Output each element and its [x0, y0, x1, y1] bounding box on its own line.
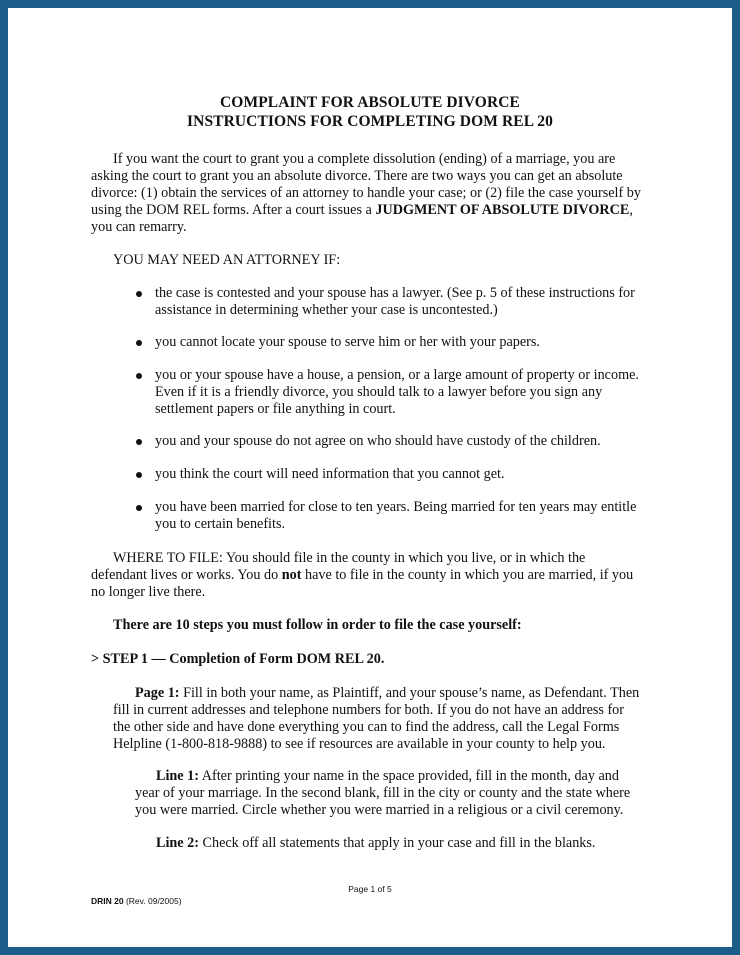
- step-1-heading: > STEP 1 — Completion of Form DOM REL 20.: [91, 651, 385, 667]
- where-line-2-end: have to file in the county in which you are married, if you: [301, 567, 634, 583]
- intro-line-4: [91, 202, 633, 219]
- where-line-3: no longer live there.: [91, 584, 206, 600]
- page-1-text: Fill in both your name, as Plaintiff, and your spouse’s name, as Defendant. Then: [179, 685, 640, 701]
- bullet-icon: [136, 439, 142, 445]
- intro-line-2: asking the court to grant you an absolute divorce. There are two ways you can get an absolute: [91, 168, 623, 184]
- line-1-line-1: [156, 768, 619, 785]
- bullet-6-line-1: you have been married for close to ten years. Being married for ten years may entitle: [155, 499, 637, 515]
- bullet-icon: [136, 505, 142, 511]
- bullet-3-line-1: you or your spouse have a house, a pension, or a large amount of property or income.: [155, 367, 639, 383]
- intro-line-4-text: using the DOM REL forms. After a court issues a: [91, 202, 376, 218]
- page-1-line-3: the other side and have done everything you can to find the address, call the Legal Forms: [113, 719, 620, 735]
- where-line-2-text: defendant lives or works. You do: [91, 567, 282, 583]
- attorney-heading: YOU MAY NEED AN ATTORNEY IF:: [113, 252, 341, 268]
- page-1-line-2: fill in current addresses and telephone numbers for both. If you do not have an address for: [113, 702, 624, 718]
- page-1-label: Page 1:: [135, 685, 180, 701]
- page-1-line-4: Helpline (1-800-818-9888) to see if resources are available in your county to help you.: [113, 736, 606, 752]
- where-line-2: [91, 567, 633, 584]
- line-1-label: Line 1:: [156, 768, 199, 784]
- judgment-emphasis: JUDGMENT OF ABSOLUTE DIVORCE: [375, 202, 630, 218]
- bullet-icon: [136, 340, 142, 346]
- document-title-line-1: COMPLAINT FOR ABSOLUTE DIVORCE: [220, 94, 520, 111]
- bullet-icon: [136, 373, 142, 379]
- page-number: Page 1 of 5: [348, 884, 392, 894]
- page-1-line-1: [135, 685, 639, 702]
- line-1-line-3: you were married. Circle whether you were married in a religious or a civil ceremony.: [135, 802, 624, 818]
- not-emphasis: not: [281, 567, 302, 583]
- document-title-line-2: INSTRUCTIONS FOR COMPLETING DOM REL 20: [187, 113, 553, 130]
- intro-line-3: divorce: (1) obtain the services of an attorney to handle your case; or (2) file the case yourself by: [91, 185, 641, 201]
- bullet-4-line-1: you and your spouse do not agree on who should have custody of the children.: [155, 433, 601, 449]
- intro-line-4-end: ,: [629, 202, 633, 218]
- form-revision: [91, 896, 182, 906]
- bullet-5-line-1: you think the court will need information that you cannot get.: [155, 466, 505, 482]
- bullet-3-line-2: Even if it is a friendly divorce, you should talk to a lawyer before you sign any: [155, 384, 603, 400]
- line-2-line-1: [156, 835, 595, 852]
- bullet-1-line-2: assistance in determining whether your case is uncontested.): [155, 302, 498, 318]
- bullet-3-line-3: settlement papers or file anything in court.: [155, 401, 396, 417]
- bullet-icon: [136, 291, 142, 297]
- bullet-icon: [136, 472, 142, 478]
- intro-line-5: you can remarry.: [91, 219, 187, 235]
- steps-heading: There are 10 steps you must follow in order to file the case yourself:: [113, 617, 522, 633]
- line-2-text: Check off all statements that apply in your case and fill in the blanks.: [198, 835, 596, 851]
- bullet-2-line-1: you cannot locate your spouse to serve him or her with your papers.: [155, 334, 540, 350]
- where-line-1: WHERE TO FILE: You should file in the county in which you live, or in which the: [113, 550, 586, 566]
- bullet-6-line-2: you to certain benefits.: [155, 516, 286, 532]
- line-1-line-2: year of your marriage. In the second blank, fill in the city or county and the state where: [135, 785, 631, 801]
- intro-line-1: If you want the court to grant you a complete dissolution (ending) of a marriage, you are: [113, 151, 616, 167]
- line-1-text: After printing your name in the space provided, fill in the month, day and: [198, 768, 619, 784]
- bullet-1-line-1: the case is contested and your spouse has a lawyer. (See p. 5 of these instructions for: [155, 285, 635, 301]
- form-id: DRIN 20: [91, 896, 124, 906]
- line-2-label: Line 2:: [156, 835, 199, 851]
- revision-date: (Rev. 09/2005): [123, 896, 182, 906]
